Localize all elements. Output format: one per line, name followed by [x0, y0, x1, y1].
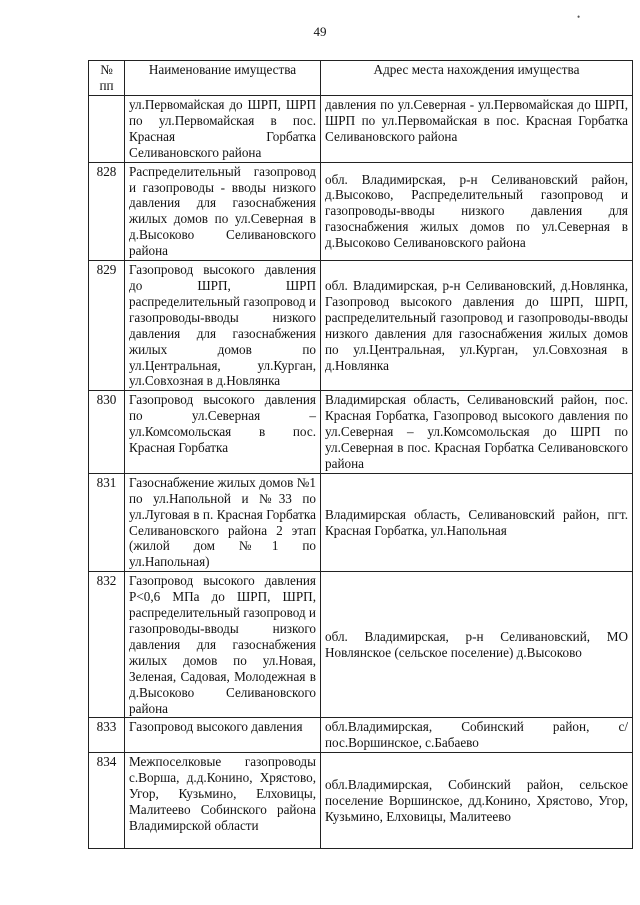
property-address: обл.Владимирская, Собинский район, сельское поселение Воршинское, дд.Конино, Хрястово, Угор, Кузьмино, Елховицы, Малитеево [321, 753, 633, 849]
row-number: 830 [89, 391, 125, 474]
table-row [89, 473, 633, 571]
property-name: Газопровод высокого давления [125, 718, 321, 753]
table-row [89, 391, 633, 474]
property-name: Распределительный газопровод и газопроводы - вводы низкого давления для газоснабжения жилых домов по ул.Северная в д.Высоково Селивановского района [125, 162, 321, 260]
property-address: Владимирская область, Селивановский район, пгт. Красная Горбатка, ул.Напольная [321, 473, 633, 571]
row-number: 831 [89, 473, 125, 571]
table-row [89, 96, 633, 163]
row-number: 834 [89, 753, 125, 849]
property-name: Межпоселковые газопроводы с.Ворша, д.д.Конино, Хрястово, Угор, Кузьмино, Елховицы, Малитеево Собинского района Владимирской области [125, 753, 321, 849]
property-name: Газопровод высокого давления до ШРП, ШРП распределительный газопровод и газопроводы-вводы низкого давления для газоснабжения жилых домов по ул.Центральная, ул.Курган, ул.Совхозная в д.Новлянка [125, 261, 321, 391]
property-address: обл. Владимирская, р-н Селивановский, МО Новлянское (сельское поселение) д.Высоково [321, 572, 633, 718]
table-row [89, 261, 633, 391]
property-address: обл. Владимирская, р-н Селивановский, д.Новлянка, Газопровод высокого давления до ШРП, ШРП, распределительный газопровод и газопроводы-вводы низкого давления для газоснабжения жилых домов по ул.Центральная, ул.Курган, ул.Совхозная в д.Новлянка [321, 261, 633, 391]
property-table [88, 60, 633, 849]
property-name: Газопровод высокого давления Р<0,6 МПа до ШРП, ШРП, распределительный газопровод и газопроводы-вводы низкого давления для газоснабжения жилых домов по ул.Новая, Зеленая, Садовая, Молодежная в д.Высоково Селивановского района [125, 572, 321, 718]
table-row [89, 753, 633, 849]
property-name: Газопровод высокого давления по ул.Северная – ул.Комсомольская в пос. Красная Горбатка [125, 391, 321, 474]
header-name: Наименование имущества [125, 61, 321, 96]
property-name: ул.Первомайская до ШРП, ШРП по ул.Первомайская в пос. Красная Горбатка Селивановского района [125, 96, 321, 163]
property-address: давления по ул.Северная - ул.Первомайская до ШРП, ШРП по ул.Первомайская в пос. Красная Горбатка Селивановского района [321, 96, 633, 163]
header-number [89, 61, 125, 96]
property-name: Газоснабжение жилых домов №1 по ул.Напольной и №33 по ул.Луговая в п. Красная Горбатка Селивановского района 2 этап (жилой дом №1 по ул.Напольная) [125, 473, 321, 571]
row-number: 829 [89, 261, 125, 391]
table-row [89, 572, 633, 718]
table-header-row [89, 61, 633, 96]
property-address: обл. Владимирская, р-н Селивановский район, д.Высоково, Распределительный газопровод и газопроводы-вводы низкого давления для газоснабжения жилых домов по ул.Северная в д.Высоково Селивановского района [321, 162, 633, 260]
page-number: 49 [313, 24, 327, 39]
header-number-symbol: № [100, 62, 113, 77]
row-number: 828 [89, 162, 125, 260]
header-address: Адрес места нахождения имущества [321, 61, 633, 96]
table-row [89, 162, 633, 260]
property-address: обл.Владимирская, Собинский район, с/пос.Воршинское, с.Бабаево [321, 718, 633, 753]
row-number [89, 96, 125, 163]
corner-mark: • [577, 12, 581, 22]
row-number: 833 [89, 718, 125, 753]
property-address: Владимирская область, Селивановский район, пос. Красная Горбатка, Газопровод высокого давления по ул.Северная – ул.Комсомольская до ШРП по ул.Северная в пос. Красная Горбатка Селивановского района [321, 391, 633, 474]
header-number-abbr: пп [99, 77, 114, 93]
table-row [89, 718, 633, 753]
row-number: 832 [89, 572, 125, 718]
